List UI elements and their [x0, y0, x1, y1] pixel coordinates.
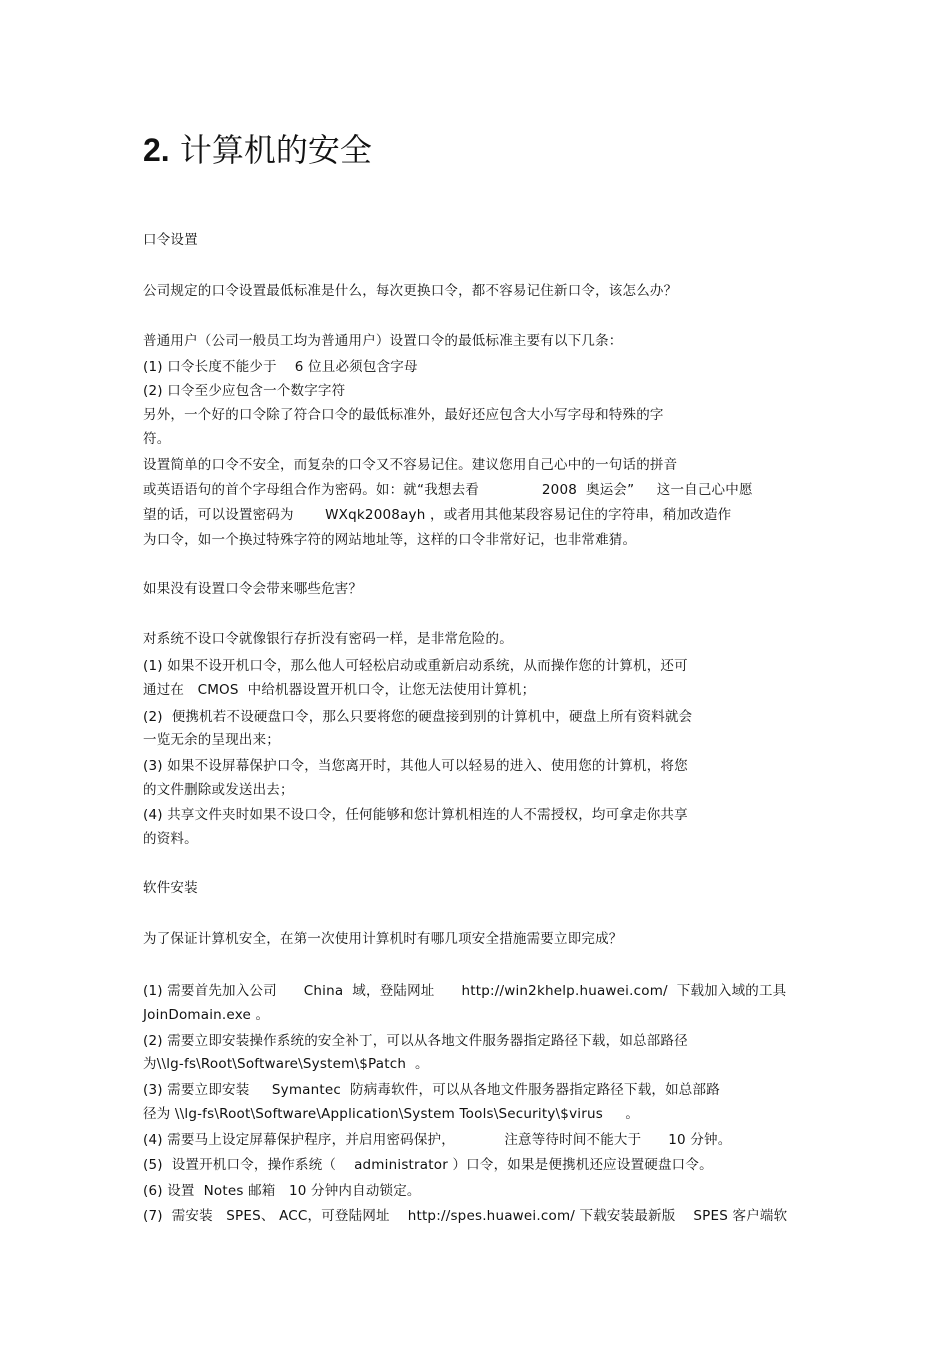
- paragraph-line: 望的话，可以设置密码为 WXqk2008ayh ，或者用其他某段容易记住的字符串，稍加改造作: [143, 507, 732, 523]
- title-text: 计算机的安全: [169, 131, 372, 169]
- paragraph-line: (1) 如果不设开机口令，那么他人可轻松启动或重新启动系统，从而操作您的计算机，还可: [143, 658, 688, 674]
- paragraph-line: 的文件删除或发送出去；: [143, 782, 294, 798]
- paragraph-line: (3) 需要立即安装 Symantec 防病毒软件，可以从各地文件服务器指定路径下载，如总部路: [143, 1082, 720, 1098]
- paragraph-line: 一览无余的呈现出来；: [143, 732, 280, 748]
- paragraph-line: (4) 需要马上设定屏幕保护程序，并启用密码保护， 注意等待时间不能大于 10 分钟。: [143, 1132, 732, 1148]
- paragraph-line: (2) 需要立即安装操作系统的安全补丁，可以从各地文件服务器指定路径下载，如总部路径: [143, 1033, 688, 1049]
- section-heading-password: 口令设置: [143, 232, 198, 248]
- paragraph-line: (2) 口令至少应包含一个数字字符: [143, 383, 346, 399]
- paragraph-line: (2) 便携机若不设硬盘口令，那么只要将您的硬盘接到别的计算机中，硬盘上所有资料就会: [143, 709, 693, 725]
- paragraph-line: 普通用户（公司一般员工均为普通用户）设置口令的最低标准主要有以下几条：: [143, 333, 623, 349]
- paragraph-line: 或英语语句的首个字母组合作为密码。如：就“我想去看 2008 奥运会” 这一自己心中愿: [143, 482, 753, 498]
- paragraph-line: 另外，一个好的口令除了符合口令的最低标准外，最好还应包含大小写字母和特殊的字: [143, 407, 664, 423]
- paragraph-line: (1) 需要首先加入公司 China 域，登陆网址 http://win2khelp.huawei.com/ 下载加入域的工具: [143, 983, 787, 999]
- paragraph-line: 通过在 CMOS 中给机器设置开机口令，让您无法使用计算机；: [143, 682, 536, 698]
- paragraph-line: JoinDomain.exe 。: [143, 1007, 270, 1023]
- title-number: 2.: [143, 132, 170, 168]
- paragraph-line: (1) 口令长度不能少于 6 位且必须包含字母: [143, 359, 418, 375]
- question-3: 为了保证计算机安全，在第一次使用计算机时有哪几项安全措施需要立即完成？: [143, 931, 623, 947]
- paragraph-line: 径为 \\lg-fs\Root\Software\Application\System Tools\Security\$virus 。: [143, 1106, 640, 1122]
- question-1: 公司规定的口令设置最低标准是什么，每次更换口令，都不容易记住新口令，该怎么办？: [143, 283, 678, 299]
- paragraph-line: (6) 设置 Notes 邮箱 10 分钟内自动锁定。: [143, 1183, 421, 1199]
- paragraph-line: 为\\lg-fs\Root\Software\System\$Patch 。: [143, 1056, 429, 1072]
- page-title: [143, 128, 372, 172]
- section-heading-software: 软件安装: [143, 880, 198, 896]
- paragraph-line: 的资料。: [143, 831, 198, 847]
- paragraph-line: 符。: [143, 431, 171, 447]
- paragraph-line: (5) 设置开机口令，操作系统（ administrator ）口令，如果是便携机还应设置硬盘口令。: [143, 1157, 713, 1173]
- paragraph-line: (7) 需安装 SPES、 ACC，可登陆网址 http://spes.huawei.com/ 下载安装最新版 SPES 客户端软: [143, 1208, 788, 1224]
- question-2: 如果没有设置口令会带来哪些危害？: [143, 581, 363, 597]
- paragraph-line: 为口令，如一个换过特殊字符的网站地址等，这样的口令非常好记，也非常难猜。: [143, 532, 637, 548]
- paragraph-line: (4) 共享文件夹时如果不设口令，任何能够和您计算机相连的人不需授权，均可拿走你共享: [143, 807, 688, 823]
- paragraph-line: 对系统不设口令就像银行存折没有密码一样，是非常危险的。: [143, 631, 513, 647]
- paragraph-line: (3) 如果不设屏幕保护口令，当您离开时，其他人可以轻易的进入、使用您的计算机，将您: [143, 758, 688, 774]
- paragraph-line: 设置简单的口令不安全，而复杂的口令又不容易记住。建议您用自己心中的一句话的拼音: [143, 457, 678, 473]
